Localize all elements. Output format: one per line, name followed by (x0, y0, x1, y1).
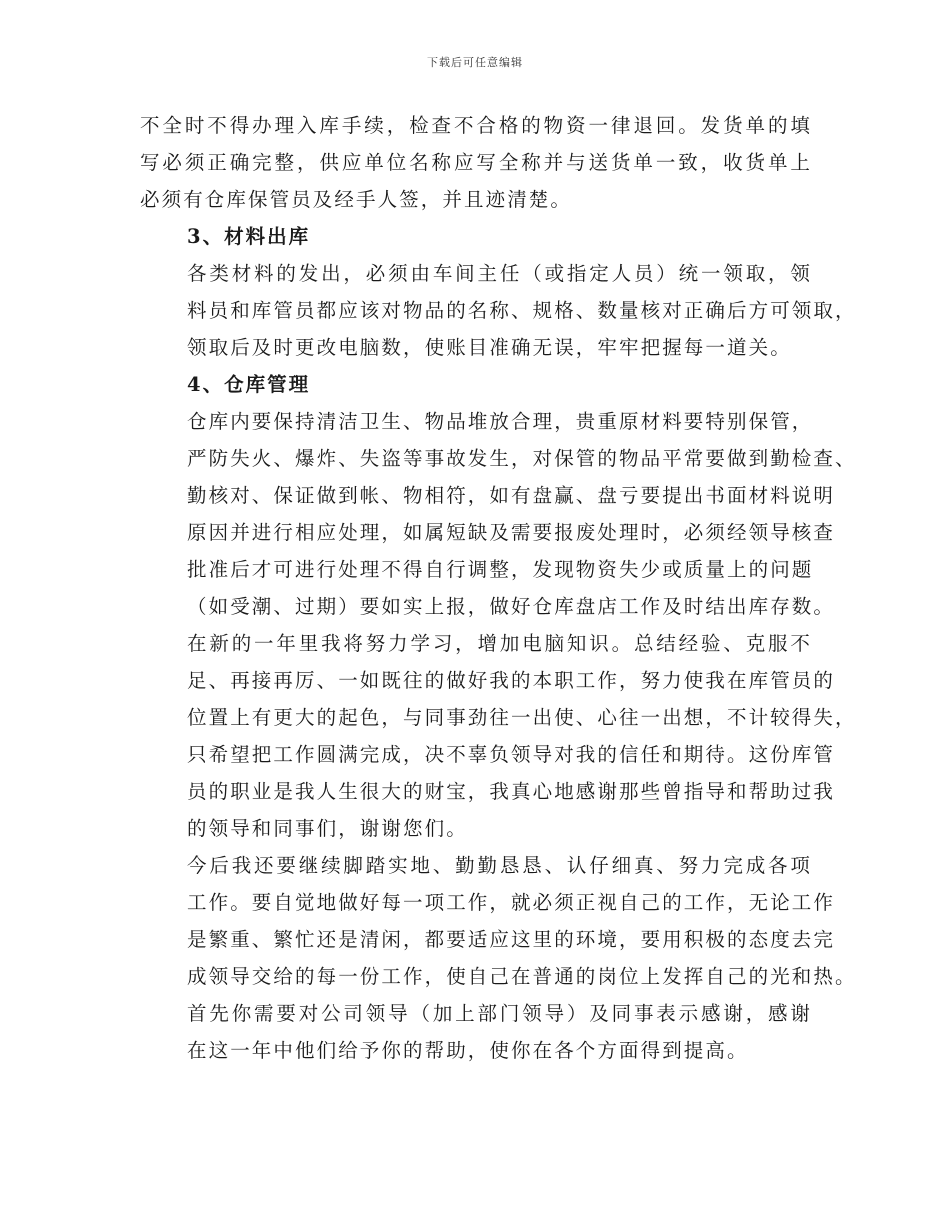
text-line: 今后我还要继续脚踏实地、勤勤恳恳、认仔细真、努力完成各项 (187, 854, 812, 877)
text-line: 员的职业是我人生很大的财宝，我真心地感谢那些曾指导和帮助过我 (187, 780, 836, 803)
text-line: 原因并进行相应处理，如属短缺及需要报废处理时，必须经领导核查 (187, 521, 836, 544)
paragraph-future-work (140, 847, 857, 995)
text-line: 仓库内要保持清洁卫生、物品堆放合理，贵重原材料要特别保管， (187, 410, 814, 433)
section-heading-warehouse-management: 4、仓库管理 (187, 373, 311, 396)
paragraph-material-outbound (140, 255, 857, 366)
text-line: 成领导交给的每一份工作，使自己在普通的岗位上发挥自己的光和热。 (187, 965, 857, 988)
text-line: 在新的一年里我将努力学习，增加电脑知识。总结经验、克服不 (187, 632, 812, 655)
text-line: 必须有仓库保管员及经手人签，并且迹清楚。 (140, 188, 573, 211)
text-line: 领取后及时更改电脑数，使账目准确无误，牢牢把握每一道关。 (187, 336, 792, 359)
section-heading-material-outbound: 3、材料出库 (187, 225, 311, 248)
text-line: 只希望把工作圆满完成，决不辜负领导对我的信任和期待。这份库管 (187, 743, 836, 766)
text-line: 是繁重、繁忙还是清闲，都要适应这里的环境，要用积极的态度去完 (187, 928, 836, 951)
paragraph-receiving-rules (140, 107, 812, 218)
text-line: 严防失火、爆炸、失盗等事故发生，对保管的物品平常要做到勤检查、 (187, 447, 857, 470)
text-line: 位置上有更大的起色，与同事劲往一出使、心往一出想，不计较得失， (187, 706, 857, 729)
paragraph-new-year-plan (140, 625, 857, 847)
text-line: 勤核对、保证做到帐、物相符，如有盘赢、盘亏要提出书面材料说明 (187, 484, 836, 507)
text-line: 首先你需要对公司领导（加上部门领导）及同事表示感谢，感谢 (187, 1002, 812, 1025)
text-line: （如受潮、过期）要如实上报，做好仓库盘店工作及时结出库存数。 (187, 595, 836, 618)
document-body (140, 107, 857, 1069)
text-line: 各类材料的发出，必须由车间主任（或指定人员）统一领取，领 (187, 262, 812, 285)
text-line: 料员和库管员都应该对物品的名称、规格、数量核对正确后方可领取， (187, 299, 857, 322)
text-line: 不全时不得办理入库手续，检查不合格的物资一律退回。发货单的填 (140, 114, 812, 137)
text-line: 批准后才可进行处理不得自行调整，发现物资失少或质量上的问题 (187, 558, 814, 581)
text-line: 写必须正确完整，供应单位名称应写全称并与送货单一致，收货单上 (140, 151, 812, 174)
text-line: 在这一年中他们给予你的帮助，使你在各个方面得到提高。 (187, 1039, 749, 1062)
paragraph-thanks (140, 995, 812, 1069)
paragraph-warehouse-management (140, 403, 857, 625)
page-header: 下载后可任意编辑 (427, 56, 523, 69)
text-line: 的领导和同事们，谢谢您们。 (187, 817, 468, 840)
text-line: 工作。要自觉地做好每一项工作，就必须正视自己的工作，无论工作 (187, 891, 836, 914)
text-line: 足、再接再厉、一如既往的做好我的本职工作，努力使我在库管员的 (187, 669, 836, 692)
